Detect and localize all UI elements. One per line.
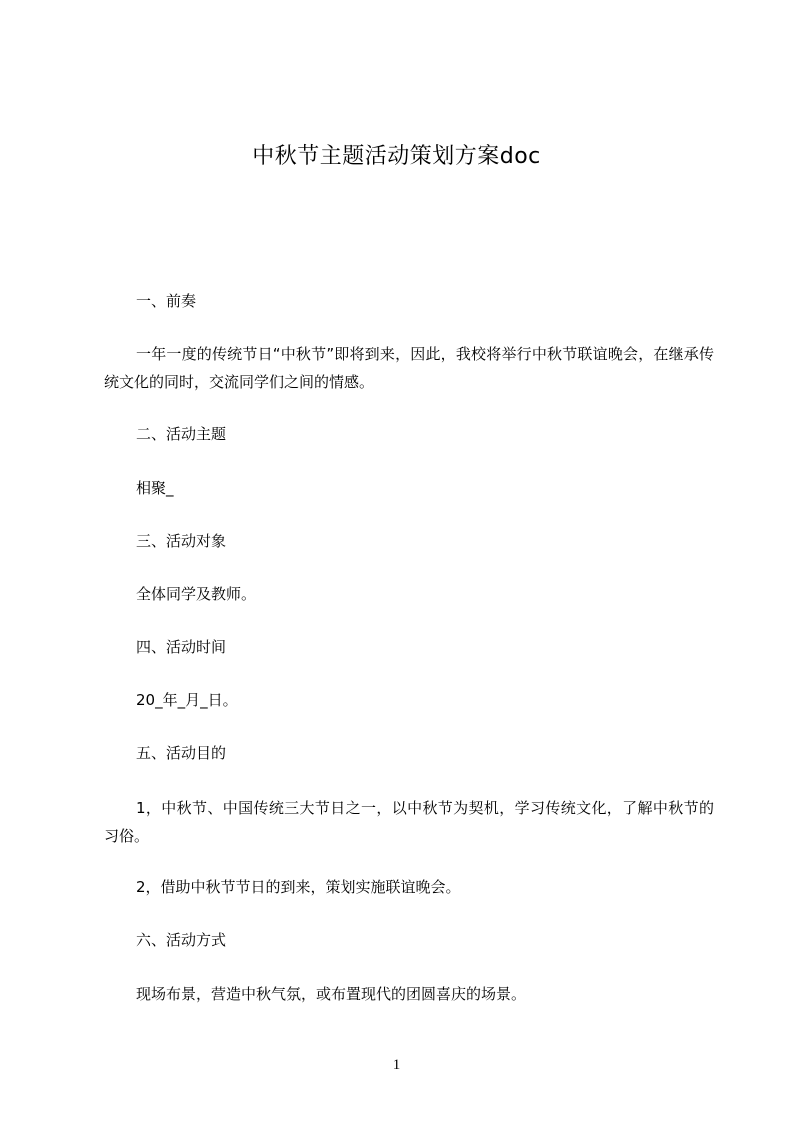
section-body-format: 现场布景，营造中秋气氛，或布置现代的团圆喜庆的场景。 <box>136 985 527 1003</box>
section-body-audience: 全体同学及教师。 <box>136 585 257 603</box>
page-number: 1 <box>392 1057 401 1073</box>
section-body-theme: 相聚_ <box>136 479 174 497</box>
section-heading-audience: 三、活动对象 <box>136 532 227 550</box>
section-heading-prelude: 一、前奏 <box>136 292 197 310</box>
document-title: 中秋节主题活动策划方案doc <box>252 144 541 169</box>
section-body-time: 20_年_月_日。 <box>136 691 238 709</box>
section-heading-purpose: 五、活动目的 <box>136 744 227 762</box>
section-purpose-item-2: 2，借助中秋节节日的到来，策划实施联谊晚会。 <box>136 878 461 896</box>
section-heading-theme: 二、活动主题 <box>136 425 227 443</box>
section-heading-format: 六、活动方式 <box>136 931 227 949</box>
section-purpose-item-1: 1，中秋节、中国传统三大节日之一，以中秋节为契机，学习传统文化，了解中秋节的习俗。 <box>104 799 714 845</box>
section-body-prelude: 一年一度的传统节日“中秋节”即将到来，因此，我校将举行中秋节联谊晚会，在继承传统文化的同时，交流同学们之间的情感。 <box>104 345 714 391</box>
section-heading-time: 四、活动时间 <box>136 638 227 656</box>
